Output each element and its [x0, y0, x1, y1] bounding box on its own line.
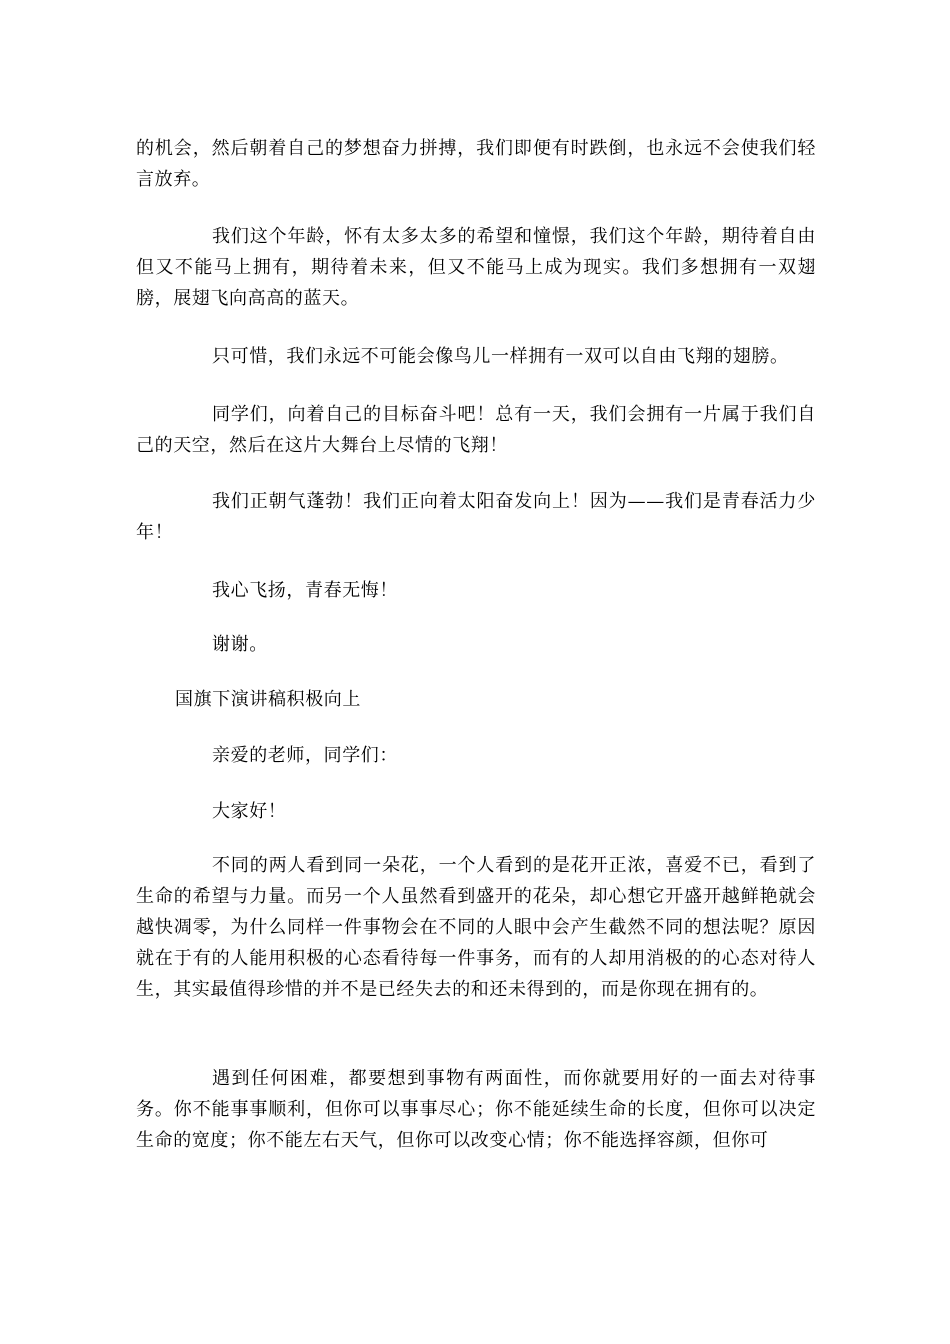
paragraph-greeting: 亲爱的老师，同学们：: [212, 745, 398, 766]
paragraph-thanks: 谢谢。: [212, 634, 268, 655]
paragraph-classmates: 同学们，向着自己的目标奋斗吧！总有一天，我们会拥有一片属于我们自己的天空，然后在这片大舞台上尽情的飞翔！: [136, 404, 816, 456]
paragraph-age-hopes: 我们这个年龄，怀有太多太多的希望和憧憬，我们这个年龄，期待着自由但又不能马上拥有，期待着未来，但又不能马上成为现实。我们多想拥有一双翅膀，展翅飞向高高的蓝天。: [136, 226, 816, 309]
paragraph-difficulty: 遇到任何困难，都要想到事物有两面性，而你就要用好的一面去对待事务。你不能事事顺利，但你可以事事尽心；你不能延续生命的长度，但你可以决定生命的宽度；你不能左右天气，但你可以改变心情；你不能选择容颜，但你可: [136, 1068, 816, 1151]
paragraph-slogan: 我心飞扬，青春无悔！: [212, 580, 398, 601]
paragraph-youth: 我们正朝气蓬勃！我们正向着太阳奋发向上！因为——我们是青春活力少年！: [136, 491, 816, 543]
paragraph-wings: 只可惜，我们永远不可能会像鸟儿一样拥有一双可以自由飞翔的翅膀。: [212, 346, 789, 367]
paragraph-flower: 不同的两人看到同一朵花，一个人看到的是花开正浓，喜爱不已，看到了生命的希望与力量。而另一个人虽然看到盛开的花朵，却心想它开盛开越鲜艳就会越快凋零，为什么同样一件事物会在不同的人眼中会产生截然不同的想法呢？原因就在于有的人能用积极的心态看待每一件事务，而有的人却用消极的的心态对待人生，其实最值得珍惜的并不是已经失去的和还未得到的，而是你现在拥有的。: [136, 855, 816, 1000]
paragraph-continuation: 的机会，然后朝着自己的梦想奋力拼搏，我们即便有时跌倒，也永远不会使我们轻言放弃。: [136, 138, 816, 190]
paragraph-hello: 大家好！: [212, 801, 287, 822]
speech-title: 国旗下演讲稿积极向上: [175, 689, 361, 710]
